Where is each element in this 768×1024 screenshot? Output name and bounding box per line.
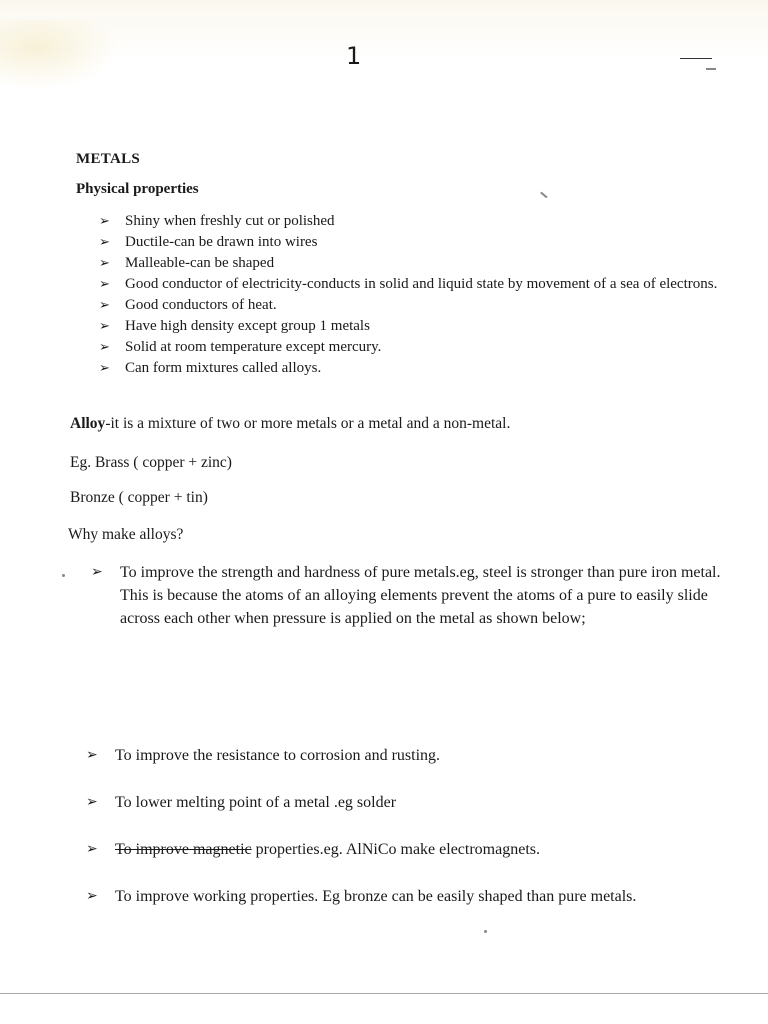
scan-speck (540, 192, 547, 198)
arrow-bullet-icon: ➢ (86, 888, 98, 904)
list-item: ➢ Good conductor of electricity-conducts in solid and liquid state by movement of a sea of electrons. (125, 274, 735, 295)
list-item: ➢ To improve the resistance to corrosion and rusting. (115, 744, 745, 767)
page-title: METALS (76, 151, 141, 167)
brass-example: Eg. Brass ( copper + zinc) (70, 454, 232, 471)
list-item: ➢ Can form mixtures called alloys. (125, 358, 735, 379)
arrow-bullet-icon: ➢ (99, 277, 110, 292)
arrow-bullet-icon: ➢ (99, 235, 110, 250)
list-item: ➢ To lower melting point of a metal .eg solder (115, 791, 745, 814)
struck-text: To improve magnetic (115, 841, 252, 858)
alloy-definition: Alloy-it is a mixture of two or more metals or a metal and a non-metal. (70, 415, 511, 432)
scan-speck (706, 68, 716, 70)
scan-speck (484, 930, 487, 933)
alloy-term: Alloy (70, 415, 106, 432)
list-item: ➢ Have high density except group 1 metals (125, 316, 735, 337)
scan-speck (62, 574, 65, 577)
arrow-bullet-icon: ➢ (99, 361, 110, 376)
list-item: ➢ To improve magnetic properties.eg. AlNiCo make electromagnets. (115, 838, 745, 861)
alloy-reasons-first (91, 561, 745, 630)
alloy-reasons-list (86, 744, 745, 908)
list-item: ➢ Solid at room temperature except mercury. (125, 337, 735, 358)
list-item: ➢ To improve the strength and hardness of pure metals.eg, steel is stronger than pure iron metal. This is because the atoms of an alloying elements prevent the atoms of a pure to easily slide across each other when pressure is applied on the metal as shown below; (120, 561, 745, 630)
arrow-bullet-icon: ➢ (99, 340, 110, 355)
why-alloys-heading: Why make alloys? (68, 526, 184, 543)
arrow-bullet-icon: ➢ (99, 214, 110, 229)
arrow-bullet-icon: ➢ (99, 319, 110, 334)
physical-properties-list (99, 211, 735, 379)
arrow-bullet-icon: ➢ (91, 564, 103, 580)
paper-stain (0, 20, 120, 90)
arrow-bullet-icon: ➢ (86, 841, 98, 857)
page-number: 1 (346, 42, 362, 70)
arrow-bullet-icon: ➢ (86, 794, 98, 810)
physical-properties-heading: Physical properties (76, 181, 199, 197)
arrow-bullet-icon: ➢ (86, 747, 98, 763)
list-item: ➢ Good conductors of heat. (125, 295, 735, 316)
list-item: ➢ Malleable-can be shaped (125, 253, 735, 274)
arrow-bullet-icon: ➢ (99, 298, 110, 313)
corner-mark (680, 58, 712, 59)
list-item: ➢ To improve working properties. Eg bronze can be easily shaped than pure metals. (115, 885, 745, 908)
page-edge-line (0, 993, 768, 994)
list-item: ➢ Shiny when freshly cut or polished (125, 211, 735, 232)
bronze-example: Bronze ( copper + tin) (70, 489, 208, 506)
arrow-bullet-icon: ➢ (99, 256, 110, 271)
list-item: ➢ Ductile-can be drawn into wires (125, 232, 735, 253)
